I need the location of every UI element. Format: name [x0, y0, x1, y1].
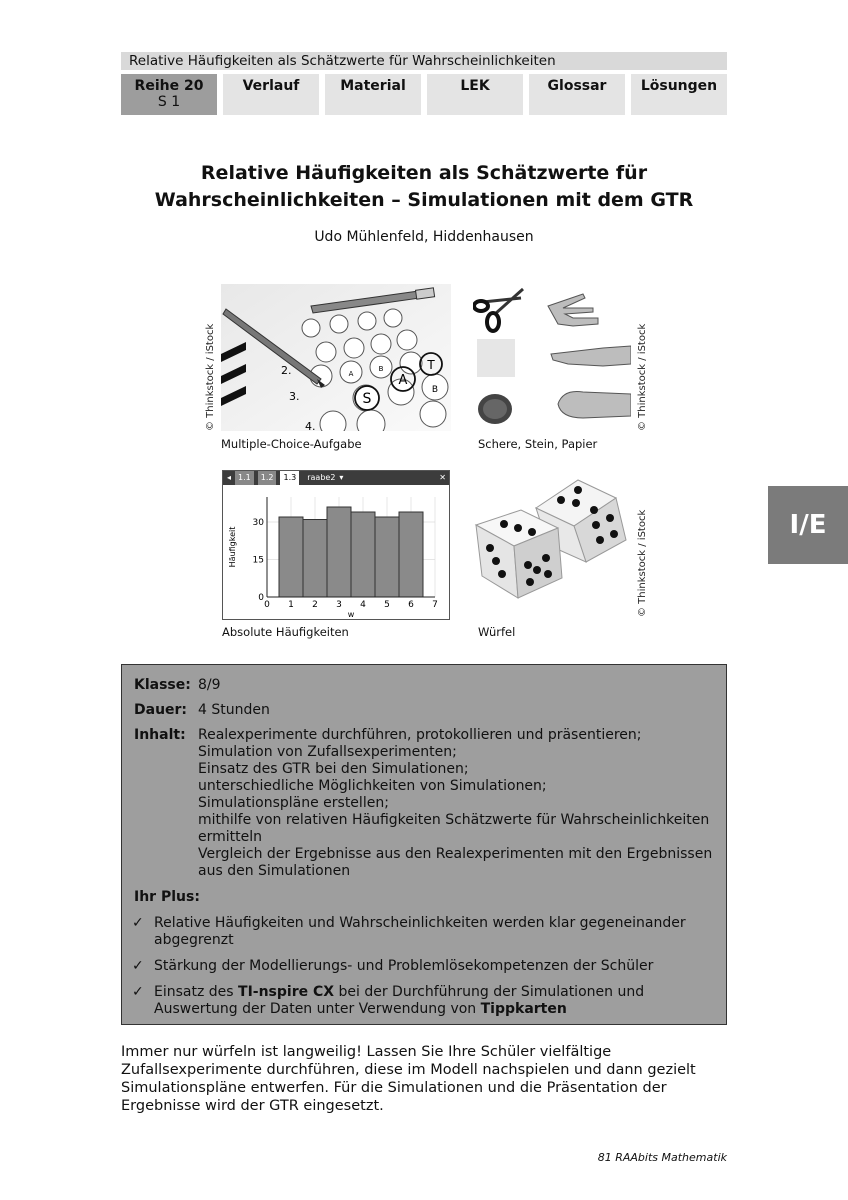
- check-icon: ✓: [132, 915, 144, 931]
- histogram-bar: [351, 512, 375, 597]
- y-tick-label: 15: [252, 555, 264, 566]
- plus-item-3: [132, 984, 692, 1018]
- chevron-left-icon[interactable]: ◂: [227, 473, 232, 482]
- rps-caption: Schere, Stein, Papier: [478, 437, 598, 451]
- page-title: [121, 160, 727, 214]
- intro-paragraph: Immer nur würfeln ist langweilig! Lassen Sie Ihre Schüler vielfältige Zufallsexperimente durchführen, diese im Modell nachspielen und dann gezielt Simulationspläne entwerfen. Für die Simulationen und die Präsentation der Ergebnisse wird der GTR eingesetzt.: [121, 1044, 696, 1114]
- tab-reihe-label: Reihe 20: [134, 78, 204, 94]
- credit-left: © Thinkstock / iStock: [205, 323, 216, 431]
- mc-letter-a2: A: [348, 370, 354, 378]
- dice-caption: Würfel: [478, 625, 516, 639]
- info-box: [121, 664, 727, 1025]
- plus3-text-a: Einsatz des: [154, 984, 239, 1000]
- section-nav: [121, 74, 727, 115]
- histogram-bar: [399, 512, 423, 597]
- tab-lek[interactable]: LEK: [427, 74, 523, 115]
- tab-verlauf[interactable]: Verlauf: [223, 74, 319, 115]
- credit-right-bottom: © Thinkstock / iStock: [637, 509, 648, 617]
- paper-icon: [477, 339, 515, 377]
- x-tick-label: 7: [432, 600, 438, 610]
- calc-tab-1[interactable]: 1.1: [235, 471, 254, 485]
- inhalt-line: Simulation von Zufallsexperimenten;: [198, 744, 457, 760]
- inhalt-line: unterschiedliche Möglichkeiten von Simulationen;: [198, 778, 547, 794]
- klasse-value: 8/9: [198, 677, 221, 693]
- plus-item-1: [132, 915, 692, 949]
- histogram-chart: [223, 485, 449, 619]
- mc-number-2: 2.: [281, 364, 292, 377]
- x-tick-label: 0: [264, 600, 270, 610]
- tab-material[interactable]: Material: [325, 74, 421, 115]
- x-tick-label: 1: [288, 600, 294, 610]
- x-tick-label: 5: [384, 600, 390, 610]
- calc-tab-3[interactable]: 1.3: [280, 471, 299, 485]
- y-tick-label: 30: [252, 518, 264, 528]
- inhalt-line: mithilfe von relativen Häufigkeiten Schätzwerte für Wahrscheinlichkeiten: [198, 812, 710, 828]
- inhalt-line: Einsatz des GTR bei den Simulationen;: [198, 761, 469, 777]
- hist-caption: Absolute Häufigkeiten: [222, 625, 349, 639]
- plus-item-2: [132, 958, 692, 975]
- check-icon: ✓: [132, 958, 144, 974]
- dauer-value: 4 Stunden: [198, 702, 270, 718]
- plus-label: Ihr Plus:: [134, 889, 200, 905]
- mc-letter-t: T: [427, 358, 435, 372]
- histogram-bar: [327, 507, 351, 597]
- series-title-bar: Relative Häufigkeiten als Schätzwerte für Wahrscheinlichkeiten: [121, 52, 727, 70]
- histogram-bar: [279, 517, 303, 597]
- x-tick-label: 3: [336, 600, 342, 610]
- mc-number-3: 3.: [289, 390, 300, 403]
- y-axis-label: Häufigkeit: [228, 526, 237, 568]
- rock-paper-scissors-photo: [473, 284, 631, 431]
- mc-number-4: 4.: [305, 420, 316, 431]
- x-tick-label: 6: [408, 600, 414, 610]
- stone-hand: [558, 392, 631, 419]
- histogram-bar: [375, 517, 399, 597]
- multiple-choice-photo: [221, 284, 451, 431]
- title-line-2: Wahrscheinlichkeiten – Simulationen mit dem GTR: [154, 189, 694, 211]
- check-icon: ✓: [132, 984, 144, 1000]
- inhalt-line: Vergleich der Ergebnisse aus den Realexperimenten mit den Ergebnissen: [198, 846, 713, 862]
- calc-doc-name: raabe2: [307, 473, 336, 482]
- inhalt-line: Simulationspläne erstellen;: [198, 795, 389, 811]
- x-axis-label: w: [347, 610, 355, 619]
- close-icon[interactable]: ✕: [439, 473, 446, 482]
- mc-letter-s: S: [362, 391, 372, 407]
- mc-letter-a: A: [398, 373, 408, 388]
- calculator-titlebar: [223, 471, 449, 485]
- author: Udo Mühlenfeld, Hiddenhausen: [314, 229, 534, 245]
- mc-letter-b: B: [431, 385, 439, 395]
- title-line-1: Relative Häufigkeiten als Schätzwerte für: [200, 162, 648, 184]
- inhalt-line: ermitteln: [198, 829, 263, 845]
- y-tick-label: 0: [258, 593, 264, 603]
- calculator-screen: [222, 470, 450, 620]
- inhalt-line: Realexperimente durchführen, protokollieren und präsentieren;: [198, 727, 642, 743]
- chevron-down-icon[interactable]: ▾: [339, 473, 344, 482]
- mc-letter-b2: B: [378, 365, 384, 373]
- tab-reihe[interactable]: [121, 74, 217, 115]
- dice-photo: [466, 470, 632, 620]
- chapter-tab: I/E: [768, 486, 848, 564]
- dauer-label: Dauer:: [134, 702, 188, 718]
- mc-caption: Multiple-Choice-Aufgabe: [221, 437, 362, 451]
- calc-tab-2[interactable]: 1.2: [258, 471, 277, 485]
- plus3-text-c: bei der Durchführung der Simulationen und Auswertung der Daten unter Verwendung von: [154, 984, 645, 1017]
- tab-reihe-page: S 1: [157, 94, 181, 110]
- tab-loesungen[interactable]: Lösungen: [631, 74, 727, 115]
- x-tick-label: 2: [312, 600, 318, 610]
- plus-text-2: Stärkung der Modellierungs- und Problemlösekompetenzen der Schüler: [154, 958, 654, 974]
- inhalt-list: [198, 727, 712, 880]
- plus3-tippkarten: Tippkarten: [480, 1001, 567, 1017]
- histogram-bar: [303, 520, 327, 598]
- inhalt-label: Inhalt:: [134, 727, 186, 743]
- plus-text-1: Relative Häufigkeiten und Wahrscheinlichkeiten werden klar gegeneinander abgegrenzt: [154, 915, 686, 948]
- plus-text-3: [154, 984, 692, 1018]
- x-tick-label: 4: [360, 600, 366, 610]
- credit-right-top: © Thinkstock / iStock: [637, 323, 648, 431]
- inhalt-line: aus den Simulationen: [198, 863, 351, 879]
- tab-glossar[interactable]: Glossar: [529, 74, 625, 115]
- plus3-product: TI-nspire CX: [238, 984, 335, 1000]
- footer-publication: 81 RAAbits Mathematik: [597, 1151, 727, 1164]
- klasse-label: Klasse:: [134, 677, 191, 693]
